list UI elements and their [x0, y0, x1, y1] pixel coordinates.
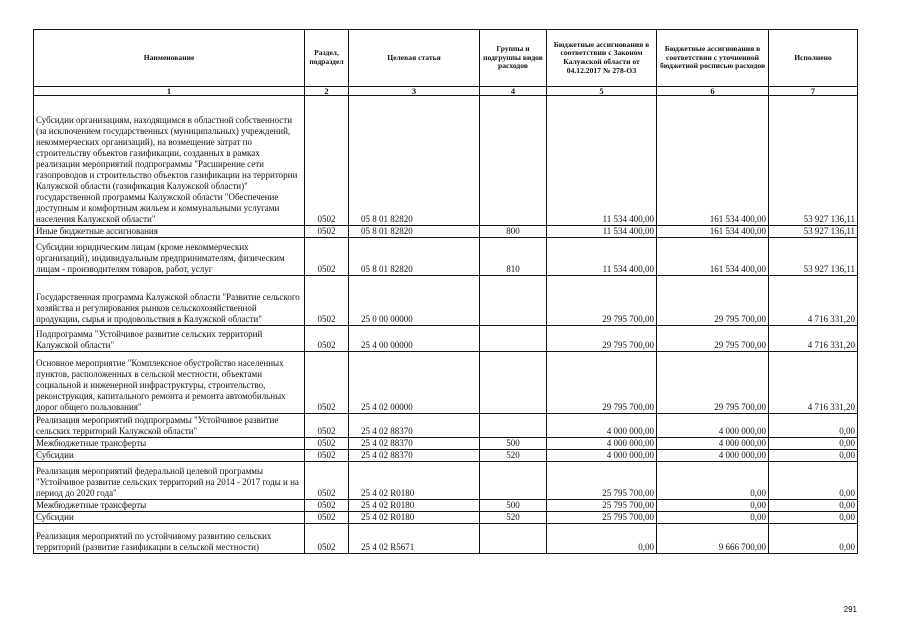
row-group: 500 — [480, 500, 547, 512]
row-target: 25 4 02 00000 — [349, 352, 480, 414]
table-row — [34, 524, 858, 554]
page-number: 291 — [843, 605, 857, 614]
row-target: 25 4 02 R0180 — [349, 512, 480, 524]
row-name: Реализация мероприятий подпрограммы "Устойчивое развитие сельских территорий Калужской области" — [34, 414, 305, 438]
row-law: 4 000 000,00 — [547, 450, 657, 462]
column-number: 2 — [305, 87, 349, 96]
row-name: Государственная программа Калужской области "Развитие сельского хозяйства и регулирования рынков сельскохозяйственной продукции, сырья и продовольствия в Калужской области" — [34, 276, 305, 326]
row-group — [480, 276, 547, 326]
row-executed: 4 716 331,20 — [769, 326, 858, 352]
row-section: 0502 — [305, 438, 349, 450]
row-law: 25 795 700,00 — [547, 500, 657, 512]
row-law: 0,00 — [547, 524, 657, 554]
column-number: 1 — [34, 87, 305, 96]
row-target: 05 8 01 82820 — [349, 96, 480, 226]
row-law: 4 000 000,00 — [547, 438, 657, 450]
column-number: 4 — [480, 87, 547, 96]
row-budget: 161 534 400,00 — [657, 238, 769, 276]
column-number: 7 — [769, 87, 858, 96]
row-name: Реализация мероприятий федеральной целевой программы "Устойчивое развитие сельских территорий на 2014 - 2017 годы и на период до 2020 года" — [34, 462, 305, 500]
row-law: 25 795 700,00 — [547, 462, 657, 500]
row-group: 500 — [480, 438, 547, 450]
row-group — [480, 414, 547, 438]
row-executed: 0,00 — [769, 524, 858, 554]
row-law: 11 534 400,00 — [547, 96, 657, 226]
row-executed: 0,00 — [769, 500, 858, 512]
row-name: Субсидии — [34, 512, 305, 524]
row-budget: 161 534 400,00 — [657, 96, 769, 226]
header-name: Наименование — [34, 30, 305, 87]
row-executed: 53 927 136,11 — [769, 96, 858, 226]
row-target: 25 4 02 88370 — [349, 450, 480, 462]
table-row — [34, 500, 858, 512]
table-row — [34, 226, 858, 238]
row-name: Подпрограмма "Устойчивое развитие сельских территорий Калужской области" — [34, 326, 305, 352]
row-group: 520 — [480, 450, 547, 462]
table-header-row — [34, 30, 858, 87]
table-row — [34, 450, 858, 462]
row-name: Субсидии юридическим лицам (кроме некоммерческих организаций), индивидуальным предпринимателям, физическим лицам - производителям товаров, работ, услуг — [34, 238, 305, 276]
table-row — [34, 352, 858, 414]
table-row — [34, 96, 858, 226]
header-budget: Бюджетные ассигнования в соответствии с уточненной бюджетной росписью расходов — [657, 30, 769, 87]
row-budget: 0,00 — [657, 462, 769, 500]
table-row — [34, 276, 858, 326]
row-target: 25 4 02 R0180 — [349, 500, 480, 512]
table-row — [34, 512, 858, 524]
row-law: 29 795 700,00 — [547, 276, 657, 326]
row-executed: 53 927 136,11 — [769, 226, 858, 238]
row-executed: 4 716 331,20 — [769, 352, 858, 414]
row-target: 05 8 01 82820 — [349, 238, 480, 276]
column-number: 3 — [349, 87, 480, 96]
row-name: Реализация мероприятий по устойчивому развитию сельских территорий (развитие газификации в сельской местности) — [34, 524, 305, 554]
row-target: 25 4 00 00000 — [349, 326, 480, 352]
row-executed: 0,00 — [769, 414, 858, 438]
table-row — [34, 462, 858, 500]
row-group — [480, 524, 547, 554]
row-executed: 0,00 — [769, 512, 858, 524]
table-row — [34, 238, 858, 276]
row-budget: 4 000 000,00 — [657, 414, 769, 438]
row-target: 25 4 02 R5671 — [349, 524, 480, 554]
header-target: Целевая статья — [349, 30, 480, 87]
header-section: Раздел, подраздел — [305, 30, 349, 87]
row-budget: 161 534 400,00 — [657, 226, 769, 238]
row-group — [480, 462, 547, 500]
row-executed: 0,00 — [769, 462, 858, 500]
row-name: Субсидии — [34, 450, 305, 462]
row-section: 0502 — [305, 238, 349, 276]
row-budget: 4 000 000,00 — [657, 450, 769, 462]
row-section: 0502 — [305, 414, 349, 438]
row-group: 800 — [480, 226, 547, 238]
row-section: 0502 — [305, 326, 349, 352]
row-group — [480, 326, 547, 352]
row-budget: 0,00 — [657, 500, 769, 512]
row-section: 0502 — [305, 500, 349, 512]
row-executed: 0,00 — [769, 438, 858, 450]
table-row — [34, 438, 858, 450]
row-name: Иные бюджетные ассигнования — [34, 226, 305, 238]
row-group: 810 — [480, 238, 547, 276]
row-target: 25 4 02 88370 — [349, 438, 480, 450]
row-group — [480, 352, 547, 414]
row-section: 0502 — [305, 462, 349, 500]
row-target: 05 8 01 82820 — [349, 226, 480, 238]
row-section: 0502 — [305, 450, 349, 462]
row-section: 0502 — [305, 226, 349, 238]
table-row — [34, 414, 858, 438]
row-target: 25 0 00 00000 — [349, 276, 480, 326]
row-budget: 29 795 700,00 — [657, 276, 769, 326]
row-section: 0502 — [305, 524, 349, 554]
row-name: Межбюджетные трансферты — [34, 438, 305, 450]
row-law: 11 534 400,00 — [547, 226, 657, 238]
column-number-row — [34, 87, 858, 96]
column-number: 5 — [547, 87, 657, 96]
header-executed: Исполнено — [769, 30, 858, 87]
row-executed: 0,00 — [769, 450, 858, 462]
row-budget: 9 666 700,00 — [657, 524, 769, 554]
budget-table-sheet — [33, 29, 857, 554]
budget-table — [33, 29, 858, 554]
row-group — [480, 96, 547, 226]
row-section: 0502 — [305, 276, 349, 326]
row-name: Основное мероприятие "Комплексное обустройство населенных пунктов, расположенных в сельской местности, объектами социальной и инженерной инфраструктуры, строительство, реконструкция, капитального ремонта и ремонта автомобильных дорог общего пользования" — [34, 352, 305, 414]
row-law: 29 795 700,00 — [547, 326, 657, 352]
row-executed: 4 716 331,20 — [769, 276, 858, 326]
table-row — [34, 326, 858, 352]
row-budget: 4 000 000,00 — [657, 438, 769, 450]
row-group: 520 — [480, 512, 547, 524]
row-name: Межбюджетные трансферты — [34, 500, 305, 512]
row-budget: 29 795 700,00 — [657, 326, 769, 352]
row-law: 11 534 400,00 — [547, 238, 657, 276]
row-section: 0502 — [305, 512, 349, 524]
row-law: 29 795 700,00 — [547, 352, 657, 414]
row-section: 0502 — [305, 96, 349, 226]
row-budget: 29 795 700,00 — [657, 352, 769, 414]
column-number: 6 — [657, 87, 769, 96]
row-target: 25 4 02 88370 — [349, 414, 480, 438]
row-name: Субсидии организациям, находящимся в областной собственности (за исключением государственных (муниципальных) учреждений, некоммерческих организаций), на возмещение затрат по строительству объектов газификации, созданных в рамках реализации мероприятий подпрограммы "Расширение сети газопроводов и строительство объектов газификации на территории Калужской области (газификация Калужской области)" государственной программы Калужской области "Обеспечение доступным и комфортным жильем и коммунальными услугами населения Калужской области" — [34, 96, 305, 226]
row-law: 25 795 700,00 — [547, 512, 657, 524]
row-target: 25 4 02 R0180 — [349, 462, 480, 500]
row-law: 4 000 000,00 — [547, 414, 657, 438]
row-section: 0502 — [305, 352, 349, 414]
row-budget: 0,00 — [657, 512, 769, 524]
header-law: Бюджетные ассигнования в соответствии с Законом Калужской области от 04.12.2017 № 278-ОЗ — [547, 30, 657, 87]
row-executed: 53 927 136,11 — [769, 238, 858, 276]
header-groups: Группы и подгруппы видов расходов — [480, 30, 547, 87]
